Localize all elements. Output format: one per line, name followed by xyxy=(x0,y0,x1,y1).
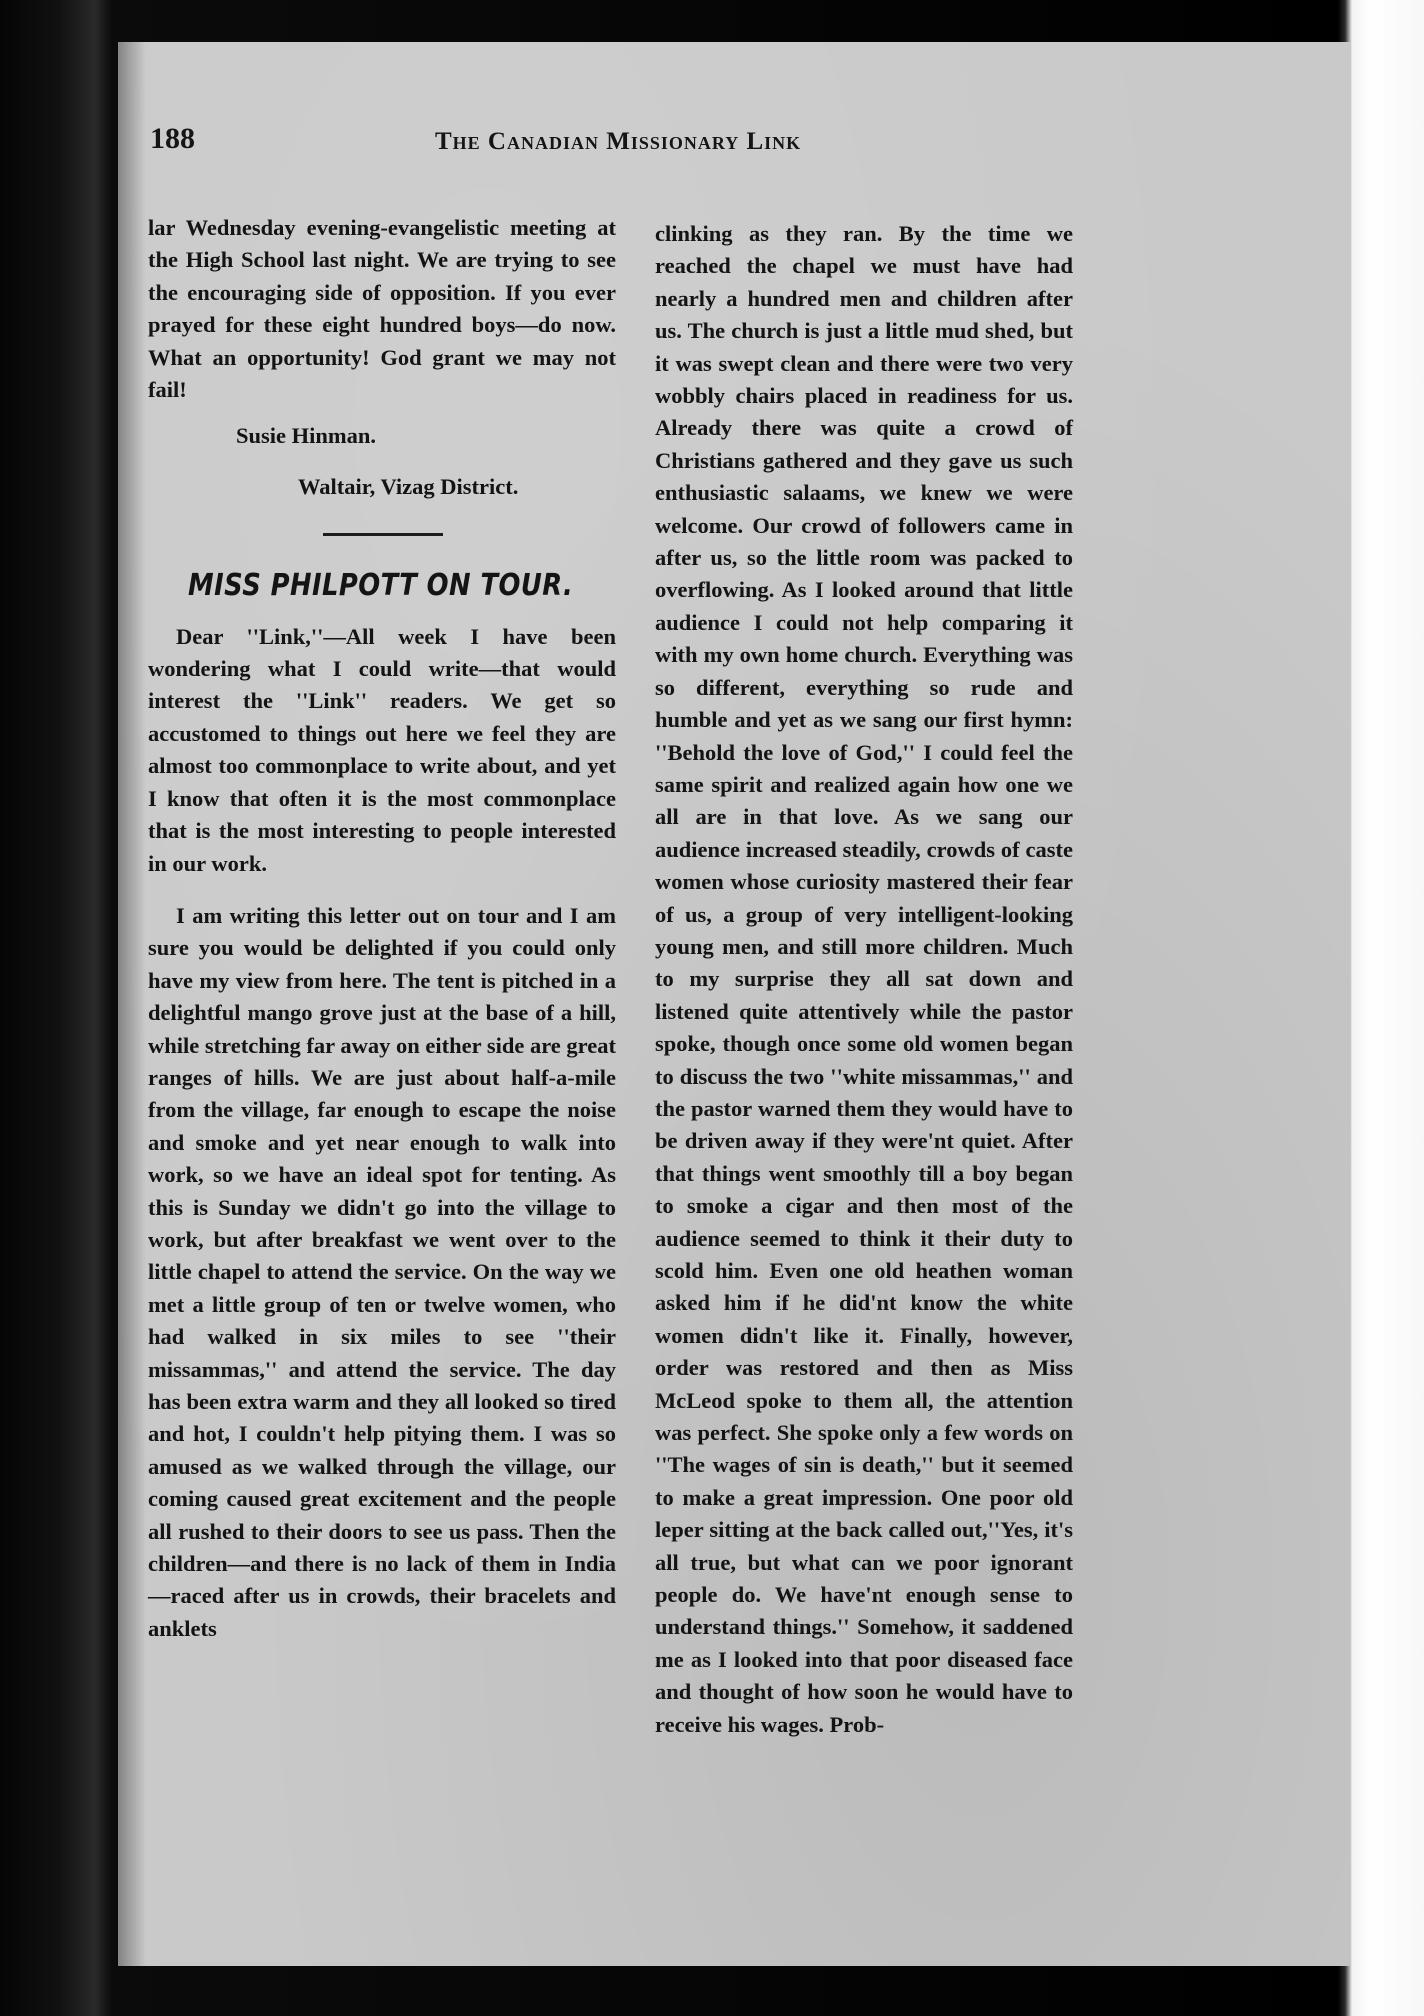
signature-name: Susie Hinman. xyxy=(236,423,377,449)
article-paragraph-1: Dear ''Link,''—All week I have been wondering what I could write—that would interest the ''Link'' readers. We get so accustomed to things out here we feel they are almost too commonplace to write about, and yet I know that often it is the most commonplace that is the most interesting to people interested in our work. xyxy=(148,623,616,876)
article-paragraph-2: I am writing this letter out on tour and I am sure you would be delighted if you could only have my view from here. The tent is pitched in a delightful mango grove just at the base of a hill, while stretching far away on either side are great ranges of hills. We are just about half-a-mile from the village, far enough to escape the noise and smoke and yet near enough to walk into work, so we have an ideal spot for tenting. As this is Sunday we didn't go into the village to work, but after breakfast we went over to the little chapel to attend the service. On the way we met a little group of ten or twelve women, who had walked in six miles to see ''their missammas,'' and attend the service. The day has been extra warm and they all looked so tired and hot, I couldn't help pitying them. I was so amused as we walked through the village, our coming caused great excitement and the people all rushed to their doors to see us pass. Then the children—and there is no lack of them in India—raced after us in crowds, their bracelets and anklets xyxy=(148,902,616,1641)
section-divider xyxy=(323,533,443,536)
continued-paragraph: clinking as they ran. By the time we reached the chapel we must have had nearly a hundred men and children after us. The church is just a little mud shed, but it was swept clean and there were two very wobbly chairs placed in readiness for us. Already there was quite a crowd of Christians gathered and they gave us such enthusiastic salaams, we knew we were welcome. Our crowd of followers came in after us, so the little room was packed to overflowing. As I looked around that little audience I could not help comparing it with my own home church. Everything was so different, everything so rude and humble and yet as we sang our first hymn: ''Behold the love of God,'' I could feel the same spirit and realized again how one we all are in that love. As we sang our audience increased steadily, crowds of caste women whose curiosity mastered their fear of us, a group of very intelligent-looking young men, and still more children. Much to my surprise they all sat down and listened quite attentively while the pastor spoke, though once some old women began to discuss the two ''white missammas,'' and the pastor warned them they would have to be driven away if they were'nt quiet. After that things went smoothly till a boy began to smoke a cigar and then most of the audience seemed to think it their duty to scold him. Even one old heathen woman asked him if he did'nt know the white women didn't like it. Finally, however, order was restored and then as Miss McLeod spoke to them all, the attention was perfect. She spoke only a few words on ''The wages of sin is death,'' but it seemed to make a great impression. One poor old leper sitting at the back called out,''Yes, it's all true, but what can we poor ignorant people do. We have'nt enough sense to understand things.'' Somehow, it saddened me as I looked into that poor diseased face and thought of how soon he would have to receive his wages. Prob- xyxy=(655,221,1073,1737)
page-number: 188 xyxy=(150,122,195,155)
article-title: MISS PHILPOTT ON TOUR. xyxy=(188,568,574,604)
journal-title: The Canadian Missionary Link xyxy=(435,128,802,155)
right-column xyxy=(655,218,1073,1741)
page-edge-shadow xyxy=(118,42,146,1966)
left-column xyxy=(148,212,616,1645)
running-head xyxy=(150,122,1030,162)
continuation-paragraph: lar Wednesday evening-evangelistic meeting at the High School last night. We are trying to see the encouraging side of opposition. If you ever prayed for these eight hundred boys—do now. What an opportunity! God grant we may not fail! xyxy=(148,215,616,403)
signature-place: Waltair, Vizag District. xyxy=(298,473,519,499)
